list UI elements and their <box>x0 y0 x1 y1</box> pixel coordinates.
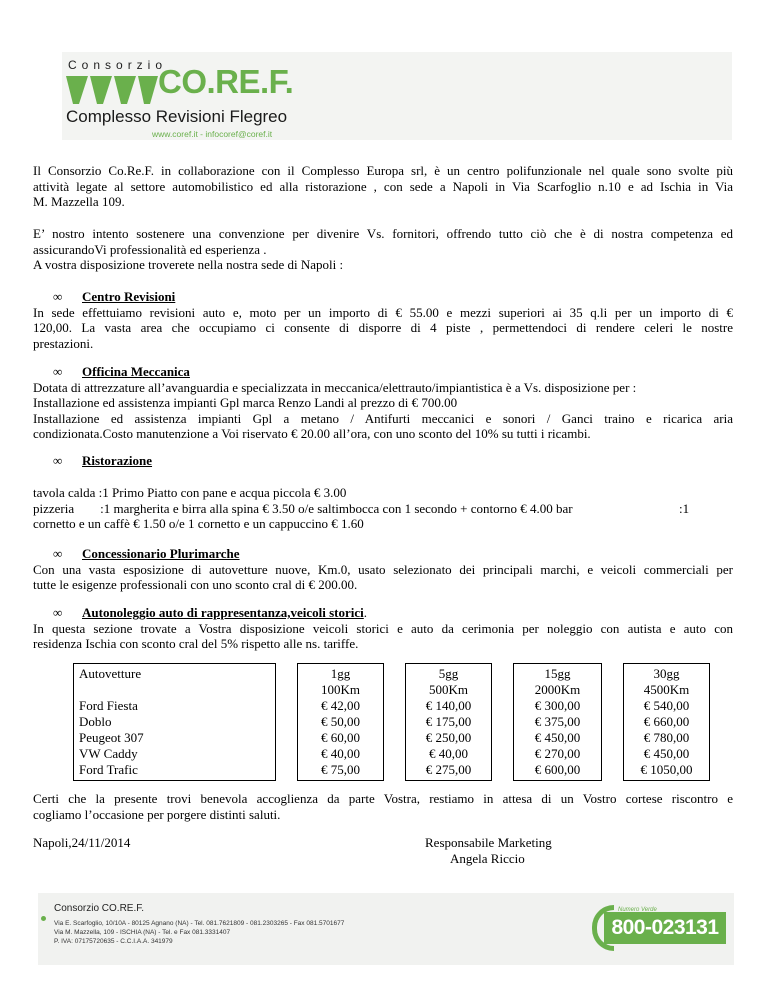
logo-brand-name: CO.RE.F. <box>158 63 294 100</box>
intro-paragraph <box>33 163 733 210</box>
footer-company-name: Consorzio CO.RE.F. <box>54 903 145 914</box>
section-line: residenza Ischia con sconto cral del 5% rispetto alle ns. tariffe. <box>33 636 359 652</box>
column-days: 1gg <box>330 666 351 681</box>
logo-website: www.coref.it - infocoref@coref.it <box>152 129 273 139</box>
offer-line: assicurandoVi professionalità ed esperienza . <box>33 241 267 257</box>
infinity-bullet-icon: ∞ <box>53 546 63 561</box>
price-value: € 250,00 <box>425 730 472 745</box>
price-column-30gg <box>624 664 710 781</box>
section-line: Installazione ed assistenza impianti Gpl a metano / Antifurti meccanici e sonori / Ganci traino e ricarica aria <box>33 410 733 426</box>
section-line: Dotata di attrezzature all’avanguardia e specializzata in meccanica/elettrauto/impiantistica è a Vs. disposizione per : <box>33 379 637 395</box>
price-value: € 40,00 <box>429 746 468 761</box>
ristorazione-menu <box>33 485 733 532</box>
footer-address-line: Via E. Scarfoglio, 10/10A - 80125 Agnano (NA) - Tel. 081.7621809 - 081.2303265 - Fax 081.5701677 <box>54 920 345 927</box>
letterhead-logo <box>62 52 732 140</box>
price-value: € 175,00 <box>425 714 472 729</box>
price-value: € 540,00 <box>643 698 690 713</box>
column-km: 2000Km <box>534 682 581 697</box>
section-ristorazione <box>33 453 733 469</box>
bullet-dot-icon <box>41 916 46 921</box>
vehicle-name: Peugeot 307 <box>79 730 144 745</box>
closing-line: Certi che la presente trovi benevola accoglienza da parte Vostra, restiamo in attesa di un Vostro cortese riscontro e <box>33 791 733 806</box>
signature-name: Angela Riccio <box>450 851 525 866</box>
offer-line: A vostra disposizione troverete nella nostra sede di Napoli : <box>33 257 344 273</box>
price-value: € 600,00 <box>534 762 581 777</box>
offer-paragraph <box>33 226 733 273</box>
section-concessionario <box>33 546 733 593</box>
letterhead-footer <box>38 893 734 965</box>
price-value: € 75,00 <box>321 762 360 777</box>
logo-consorzio-word: Consorzio <box>68 58 168 72</box>
price-value: € 375,00 <box>534 714 581 729</box>
section-title: Officina Meccanica <box>82 364 190 379</box>
section-revisioni <box>33 289 733 351</box>
price-value: € 140,00 <box>425 698 472 713</box>
price-value: € 450,00 <box>643 746 690 761</box>
price-value: € 275,00 <box>425 762 472 777</box>
vehicle-name: Ford Trafic <box>79 762 138 777</box>
closing-line: cogliamo l’occasione per porgere distinti saluti. <box>33 806 281 822</box>
section-line: Installazione ed assistenza impianti Gpl marca Renzo Landi al prezzo di € 700.00 <box>33 395 458 411</box>
footer-vat-line: P. IVA: 07175720635 - C.C.I.A.A. 341979 <box>54 938 173 945</box>
toll-free-label: Numero Verde <box>618 907 657 913</box>
infinity-bullet-icon: ∞ <box>53 453 63 468</box>
section-line: condizionata.Costo manutenzione a Voi riservato € 20.00 all’ora, con uno sconto del 10% su tutti i ricambi. <box>33 426 591 442</box>
section-line: In sede effettuiamo revisioni auto e, moto per un importo di € 55.00 e mezzi superiori ai 35 q.li per un importo di € <box>33 304 733 320</box>
footer-address-line: Via M. Mazzella, 109 - ISCHIA (NA) - Tel. e Fax 081.3331407 <box>54 929 231 936</box>
offer-line: E’ nostro intento sostenere una convenzione per divenire Vs. fornitori, offrendo tutto ciò che è di nostra competenza ed <box>33 226 733 241</box>
logo-subtitle: Complesso Revisioni Flegreo <box>66 107 288 126</box>
price-value: € 60,00 <box>321 730 360 745</box>
section-line: tutte le esigenze professionali con uno sconto cral di € 200.00. <box>33 577 358 593</box>
vehicle-name: Ford Fiesta <box>79 698 138 713</box>
column-km: 500Km <box>429 682 468 697</box>
section-line: 120,00. La vasta area che occupiamo ci consente di disporre di 4 piste , permettendoci di rendere celeri le nostre <box>33 320 733 336</box>
menu-line: tavola calda :1 Primo Piatto con pane e acqua piccola € 3.00 <box>33 485 347 500</box>
price-value: € 50,00 <box>321 714 360 729</box>
section-line: Con una vasta esposizione di autovetture nuove, Km.0, usato selezionato dei principali marchi, e veicoli commerciali per <box>33 561 733 577</box>
section-title: Centro Revisioni <box>82 289 176 304</box>
rental-price-table <box>73 663 710 781</box>
section-line: In questa sezione trovate a Vostra disposizione veicoli storici e auto da cerimonia per noleggio con autista e auto con <box>33 620 733 636</box>
price-value: € 780,00 <box>643 730 690 745</box>
logo-chevrons-icon <box>66 76 158 106</box>
column-days: 30gg <box>653 666 680 681</box>
vehicles-cell <box>74 664 276 781</box>
menu-line: cornetto e un caffè € 1.50 o/e 1 cornetto e un cappuccino € 1.60 <box>33 516 364 532</box>
toll-free-number: 800-023131 <box>611 916 719 939</box>
intro-line: Il Consorzio Co.Re.F. in collaborazione con il Complesso Europa srl, è un centro polifunzionale nel quale sono svolte più <box>33 163 733 178</box>
signature-role: Responsabile Marketing <box>425 835 552 850</box>
vehicle-name: VW Caddy <box>79 746 138 761</box>
price-value: € 42,00 <box>321 698 360 713</box>
section-title: Ristorazione <box>82 453 153 468</box>
price-column-15gg <box>514 664 602 781</box>
price-value: € 270,00 <box>534 746 581 761</box>
column-km: 4500Km <box>643 682 690 697</box>
price-column-1gg <box>298 664 384 781</box>
place-date: Napoli,24/11/2014 <box>33 835 131 850</box>
intro-line: M. Mazzella 109. <box>33 194 125 210</box>
section-title: Concessionario Plurimarche <box>82 546 240 561</box>
section-autonoleggio <box>33 605 733 652</box>
price-value: € 40,00 <box>321 746 360 761</box>
vehicle-name: Doblo <box>79 714 112 729</box>
price-value: € 300,00 <box>534 698 581 713</box>
column-days: 15gg <box>544 666 571 681</box>
table-row <box>74 664 710 781</box>
price-value: € 1050,00 <box>640 762 693 777</box>
menu-line-tail: :1 <box>679 500 690 516</box>
column-km: 100Km <box>321 682 360 697</box>
section-title: Autonoleggio auto di rappresentanza,veicoli storici <box>82 605 364 620</box>
menu-line: pizzeria :1 margherita e birra alla spina € 3.50 o/e saltimbocca con 1 secondo + contorno € 4.00 bar <box>33 500 573 516</box>
infinity-bullet-icon: ∞ <box>53 364 63 379</box>
infinity-bullet-icon: ∞ <box>53 605 63 620</box>
column-days: 5gg <box>438 666 459 681</box>
toll-free-badge <box>592 905 726 953</box>
infinity-bullet-icon: ∞ <box>53 289 63 304</box>
price-value: € 450,00 <box>534 730 581 745</box>
section-title-suffix: . <box>363 605 368 620</box>
table-header-label: Autovetture <box>79 666 142 681</box>
price-column-5gg <box>406 664 492 781</box>
section-officina <box>33 364 733 442</box>
intro-line: attività legate al settore automobilistico ed alla ristorazione , con sede a Napoli in Via Scarfoglio n.10 e ad Ischia in Via <box>33 178 733 194</box>
section-line: prestazioni. <box>33 335 94 351</box>
closing-paragraph <box>33 791 733 822</box>
price-value: € 660,00 <box>643 714 690 729</box>
